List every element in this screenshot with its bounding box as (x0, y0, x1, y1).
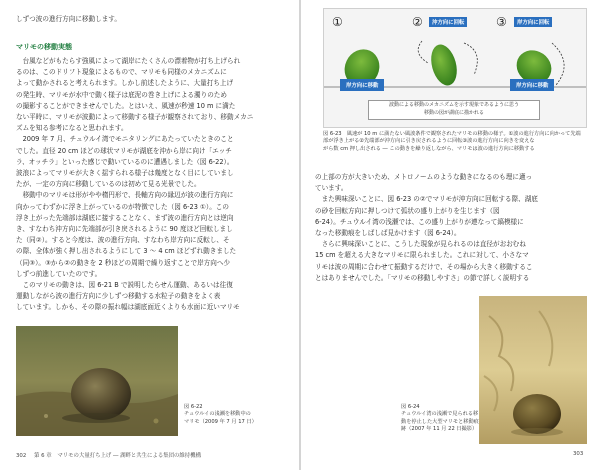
panel-number-1: ① (332, 15, 343, 29)
text-line: 2009 年 7 月、チュウルイ湾でモニタリングにあたっていたときのこと (22, 135, 234, 144)
left-page (0, 0, 299, 470)
text-line: とはありませんでした。「マリモの移動しやすさ」の節で詳しく説明する (315, 273, 530, 282)
text-line: た（同②）。すると今度は、波の進行方向、すなわち岸方向に反転し、そ (16, 236, 230, 245)
text-line: 波浪によってマリモが大きく揺すられる様子は幾度となく目にしていまし (16, 169, 234, 178)
caption-6-24 (401, 404, 491, 434)
mechanism-line: 波動による移動のメカニズムを示す現象であるように思う (388, 102, 519, 108)
caption-line: 図 6-22 (184, 404, 203, 410)
text-line: の際、全体が強く押し出されるようにして 3 ～ 4 cm ほどずれ動きました (16, 247, 237, 256)
caption-line: 図 6-23 風速が 10 m に満たない風波条件で観察されたマリモの移動の様子。①波の進行方向に向かって先端部が浮き上がる②先端部が沖方向に引き戻されるように回転③波の進行方向に向きを変えな (323, 131, 581, 145)
page-number: 302 (16, 453, 27, 459)
text-line: （同③）。③から②の動きを 2 秒ほどの周期で繰り返すことで岸方向へ少 (16, 258, 231, 267)
text-line: しずつ波の進行方向に移動します。 (16, 15, 121, 23)
mechanism-line: 移動の図が湖底に描かれる (423, 110, 484, 116)
text-line: 台風などがもたらす強風によって湖岸にたくさんの漂着物が打ち上げられ (22, 57, 241, 65)
label-offshore-rotation: 沖方向に回転 (429, 17, 467, 27)
text-line: よって動かされると考えられます。しかし前述したように、大量打ち上げ (16, 79, 234, 88)
marimo-photo-6-24 (479, 296, 587, 444)
text-line: このマリモの動きは、図 6-21 B で説明したらせん運動、あるいは往復 (22, 281, 233, 290)
label-shoreward-rotation: 岸方向に回転 (514, 17, 552, 27)
text-line: の発生時、マリモが水中で動く様子は底泥の巻き上げによる濁りのため (16, 90, 227, 99)
text-line: の撮影することができませんでした。とはいえ、風速が秒速 10 m に満た (16, 101, 236, 110)
chapter-title: マリモの大量打ち上げ ― 湖畔と共生による集団の維持機構 (57, 453, 201, 459)
section-heading: マリモの移動実態 (16, 43, 72, 51)
caption-line: チュウルイ湾の浅瀬で見られる移 (401, 411, 479, 418)
text-line: るのは、このドリフト現象によるもので、マリモも同様のメカニズムに (16, 68, 227, 77)
result-shoreward-move-1: 岸方向に移動 (340, 79, 384, 91)
text-line: 運動しながら波の進行方向に少しずつ移動する水粒子の動きをよく表 (16, 292, 221, 301)
mechanism-box (368, 100, 540, 120)
marimo-photo-6-22 (16, 326, 178, 436)
marimo-motion-diagram (324, 23, 586, 103)
text-line: ています。 (315, 184, 348, 193)
text-line: なった移動痕をしばしば見かけます（図 6-24）。 (315, 229, 461, 238)
chapter-label: 第 6 章 (34, 453, 52, 459)
panel-number-2: ② (412, 15, 423, 29)
text-line: ない平時に、マリモが波動によって移動する様子が観察されており、移動メカニ (16, 113, 254, 122)
text-line: の砂を回転方向に押しつけて弧状の盛り上がりを生じます（図 (315, 206, 500, 215)
text-line: の上部の方が大きいため、メトロノームのような動きになるのも理に適っ (315, 173, 533, 181)
text-line: 浮き上がった先端部は湖底に接することなく、まず波の進行方向とは逆向 (16, 213, 234, 222)
text-line: ズムを知る参考になると思われます。 (16, 124, 128, 133)
caption-line: 動を停止した大型マリモと移動痕 (401, 418, 479, 425)
body-text-right (315, 172, 587, 284)
caption-6-23 (323, 131, 585, 153)
text-line: さらに興味深いことに、こうした現象が見られるのは直径がおおむね (321, 240, 526, 249)
body-text-left (16, 56, 286, 314)
text-line: しずつ前進していたのです。 (16, 269, 102, 278)
text-line: 15 cm を超える大きなマリモに限られました。これに対して、小さなマ (315, 251, 529, 260)
marimo-sand-trail-image (479, 296, 587, 444)
figure-6-23-diagram (323, 8, 587, 128)
marimo-shape-2 (427, 42, 461, 89)
text-line: しています。しかも、その際の振れ幅は湖底面近くよりも水面に近いマリモ (16, 303, 240, 312)
caption-6-22 (184, 404, 274, 426)
text-line: 移動中のマリモは形がやや楕円形で、長軸方向の縁辺が波の進行方向に (22, 191, 234, 200)
text-line: たが、一定の方向に移動しているのは初めて見る光景でした。 (16, 180, 201, 189)
text-line: き、すなわち沖方向に先端部が引き戻されるように 90 度ほど回転しまし (16, 225, 233, 234)
caption-line: 跡（2007 年 11 月 22 日撮影） (401, 426, 478, 433)
text-line: でした。直径 20 cm ほどの球状マリモが湖底を沖から岸に向け「エッチ (16, 146, 232, 155)
text-line: 6-24）。チュウルイ湾の浅瀬では、この盛り上がりが連なって縞模様に (315, 217, 524, 226)
text-line: ラ、オッチラ」といった感じで動いているのに遭遇しました（図 6-22）。 (16, 157, 234, 166)
text-line: リモは波の周期に合わせて振動するだけで、その場から大きく移動するこ (315, 262, 533, 271)
caption-line: マリモ（2009 年 7 月 17 日） (184, 418, 257, 425)
page-footer-right (573, 451, 583, 457)
panel-number-3: ③ (496, 15, 507, 29)
page-footer-left (16, 451, 201, 459)
result-shoreward-move-3: 岸方向に移動 (510, 79, 554, 91)
intro-text (16, 14, 284, 25)
marimo-underwater-image (16, 326, 178, 436)
text-line: 向かってわずかに浮き上がっているのが特徴でした（図 6-23 ①）。この (16, 202, 229, 211)
page-number: 303 (573, 451, 584, 457)
right-page (301, 0, 600, 470)
text-line: また興味深いことに、図 6-23 の②でマリモが沖方向に回転する際、湖底 (321, 195, 538, 204)
caption-line: 図 6-24 (401, 404, 420, 410)
caption-line: チュウルイの浅瀬を移動中の (184, 411, 251, 418)
caption-line: がら数 cm 押し出される ― この動きを繰り返しながら、マリモは波の進行方向に移動する (323, 145, 535, 152)
